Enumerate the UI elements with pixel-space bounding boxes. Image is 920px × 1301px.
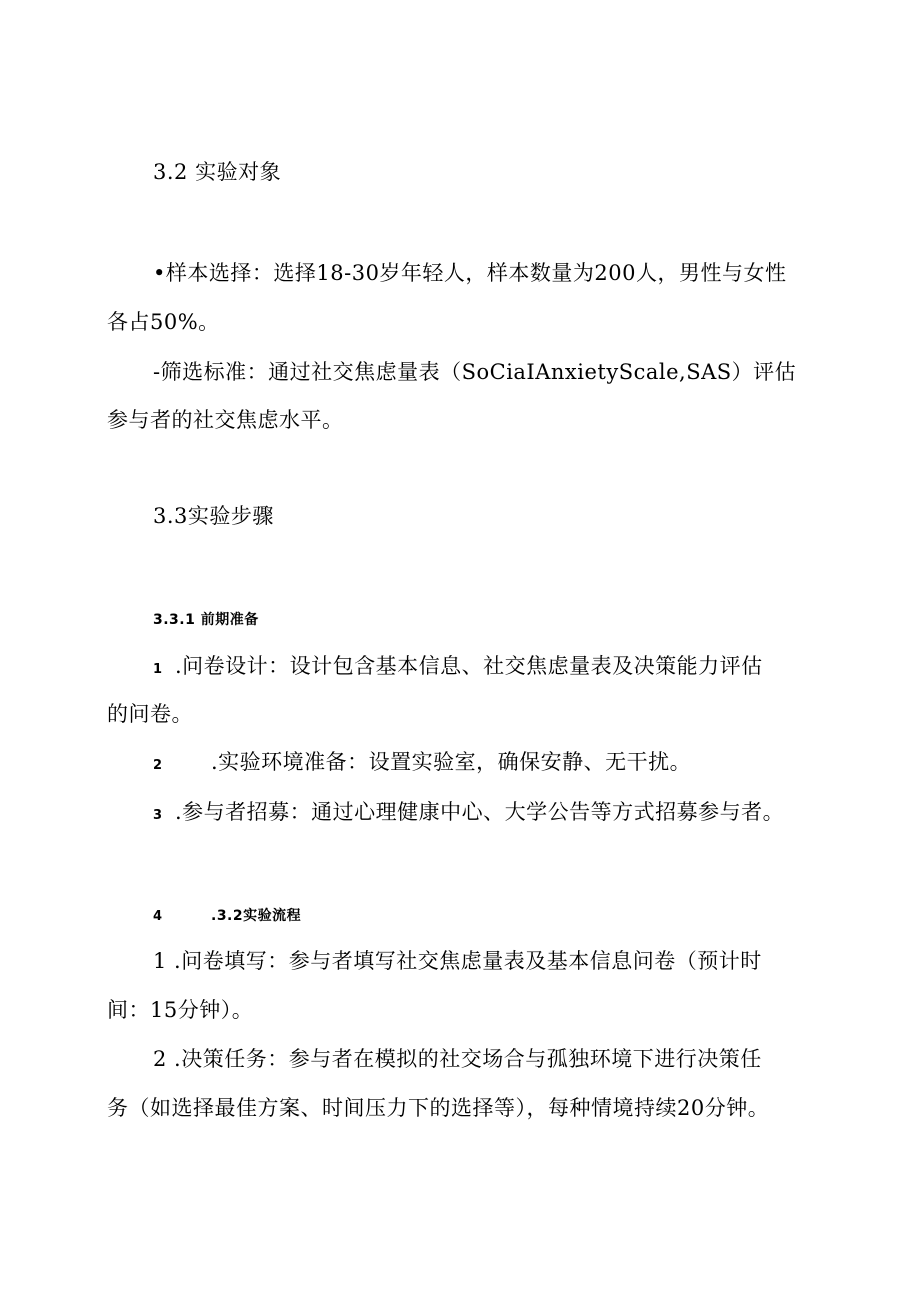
prep-item-1-text: .问卷设计：设计包含基本信息、社交焦虑量表及决策能力评估 — [175, 654, 763, 678]
prep-item-1-number: 1 — [153, 662, 163, 677]
procedure-item-2-line-1: 2 .决策任务：参与者在模拟的社交场合与孤独环境下进行决策任 — [153, 1047, 762, 1071]
screening-criteria-line-2: 参与者的社交焦虑水平。 — [107, 408, 344, 432]
prep-item-3-number: 3 — [153, 808, 163, 823]
prep-item-2 — [153, 748, 691, 780]
procedure-item-2-line-2: 务（如选择最佳方案、时间压力下的选择等），每种情境持续20分钟。 — [107, 1096, 770, 1120]
section-3-3-title: 3.3实验步骤 — [153, 504, 274, 528]
screening-criteria-line-1: -筛选标准：通过社交焦虑量表（SoCiaIAnxietyScale,SAS）评估 — [153, 360, 797, 384]
section-3-3-2-title: .3.2实验流程 — [211, 908, 302, 924]
procedure-item-1-line-2: 间：15分钟）。 — [107, 998, 254, 1022]
sample-selection-line-1: •样本选择：选择18-30岁年轻人，样本数量为200人，男性与女性 — [153, 261, 787, 285]
prep-item-3 — [153, 798, 784, 830]
section-3-3-2-number: 4 — [153, 909, 163, 924]
prep-item-2-text: .实验环境准备：设置实验室，确保安静、无干扰。 — [211, 750, 692, 774]
prep-item-2-number: 2 — [153, 758, 163, 773]
prep-item-1 — [153, 652, 763, 684]
section-3-3-1-title: 3.3.1 前期准备 — [153, 612, 259, 628]
section-3-3-2-title-row — [153, 906, 301, 927]
sample-selection-line-2: 各占50%。 — [107, 310, 220, 334]
section-3-2-title: 3.2 实验对象 — [153, 160, 282, 184]
prep-item-3-text: .参与者招募：通过心理健康中心、大学公告等方式招募参与者。 — [175, 800, 785, 824]
prep-item-1-text-line-2: 的问卷。 — [107, 702, 193, 726]
procedure-item-1-line-1: 1 .问卷填写：参与者填写社交焦虑量表及基本信息问卷（预计时 — [153, 949, 762, 973]
